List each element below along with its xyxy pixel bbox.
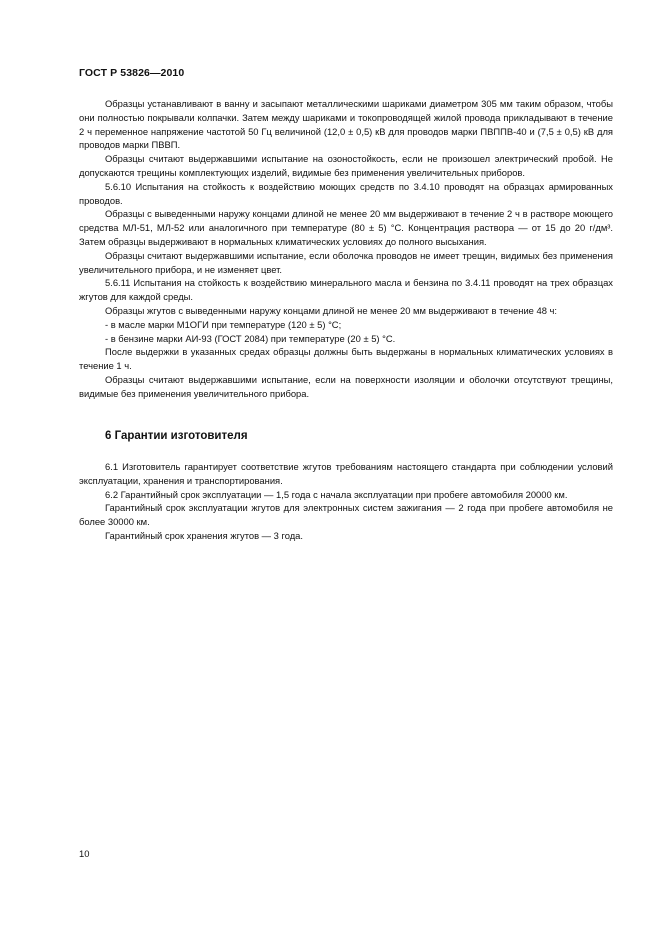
paragraph: Гарантийный срок хранения жгутов — 3 года. — [105, 529, 303, 541]
list-item: - в масле марки М1ОГИ при температуре (120 ± 5) °С; — [105, 318, 342, 330]
paragraph: Образцы жгутов с выведенными наружу концами длиной не менее 20 мм выдерживают в течение 48 ч: — [105, 304, 558, 316]
paragraph: После выдержки в указанных средах образцы должны быть выдержаны в нормальных климатических условиях в течение 1 ч. — [79, 346, 613, 372]
list-item: - в бензине марки АИ-93 (ГОСТ 2084) при температуре (20 ± 5) °С. — [105, 332, 396, 344]
section-title: 6 Гарантии изготовителя — [105, 430, 248, 442]
paragraph: Образцы считают выдержавшими испытание на озоностойкость, если не произошел электрический пробой. Не допускаются трещины комплектующих изделий, видимые без применения увеличительных приборов. — [79, 153, 613, 178]
paragraph: Образцы считают выдержавшими испытание, если оболочка проводов не имеет трещин, видимых без применения увеличительного прибора, и не изменяет цвет. — [79, 249, 613, 275]
section-6-body — [79, 460, 613, 543]
paragraph: Образцы устанавливают в ванну и засыпают металлическими шариками диаметром 305 мм таким образом, чтобы они полностью покрывали колпачки. Затем между шариками и токопроводящей жилой провода прикладывают в течение 2 ч переменное напряжение частотой 50 Гц величиной (12,0 ± 0,5) кВ для проводов марки ПВППВ-40 и (7,5 ± 0,5) кВ для проводов марки ПВВП. — [79, 98, 613, 151]
page-number: 10 — [79, 848, 90, 859]
paragraph: 5.6.11 Испытания на стойкость к воздействию минерального масла и бензина по 3.4.11 проводят на трех образцах жгутов для каждой среды. — [79, 277, 613, 303]
section-5-continuation — [79, 97, 613, 401]
paragraph: 6.2 Гарантийный срок эксплуатации — 1,5 года с начала эксплуатации при пробеге автомобиля 20000 км. — [105, 488, 568, 500]
document-header: ГОСТ Р 53826—2010 — [79, 67, 185, 79]
paragraph: Гарантийный срок эксплуатации жгутов для электронных систем зажигания — 2 года при пробеге автомобиля не более 30000 км. — [79, 502, 613, 528]
paragraph: Образцы с выведенными наружу концами длиной не менее 20 мм выдерживают в течение 2 ч в растворе моющего средства МЛ-51, МЛ-52 или аналогичного при температуре (80 ± 5) °С. Концентрация раствора — от 15 до 20 г/дм³. Затем образцы выдерживают в нормальных климатических условиях до полного высыхания. — [79, 208, 613, 247]
paragraph: 5.6.10 Испытания на стойкость к воздействию моющих средств по 3.4.10 проводят на образцах армированных проводов. — [79, 180, 613, 206]
paragraph: Образцы считают выдержавшими испытание, если на поверхности изоляции и оболочки отсутствуют трещины, видимые без применения увеличительного прибора. — [79, 373, 613, 399]
paragraph: 6.1 Изготовитель гарантирует соответствие жгутов требованиям настоящего стандарта при соблюдении условий эксплуатации, хранения и транспортирования. — [79, 461, 613, 486]
